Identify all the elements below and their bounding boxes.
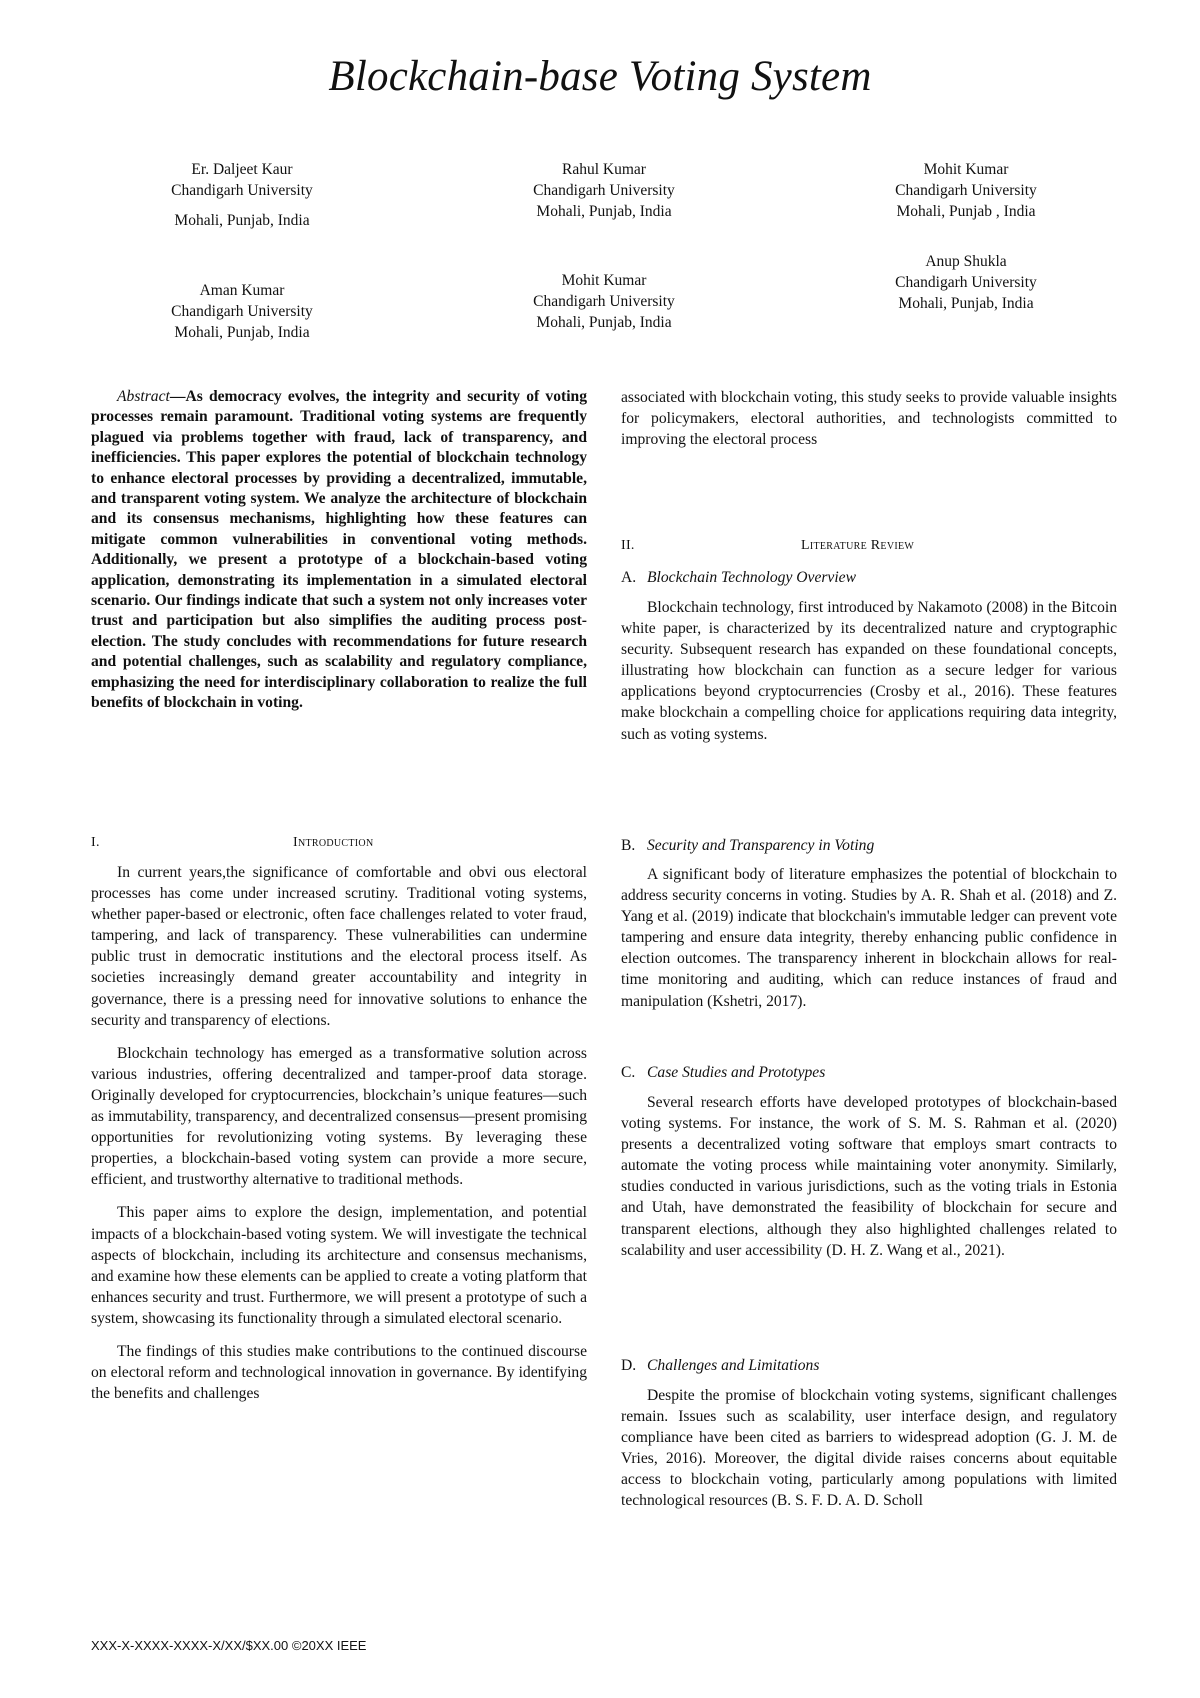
abstract-text: —As democracy evolves, the integrity and security of voting processes remain paramount. Traditional voting systems are frequently plagued via problems together with fraud, lack of transparency, and inefficiencies. This paper explores the potential of blockchain technology to enhance electoral processes by providing a decentralized, immutable, and transparent voting system. We analyze the architecture of blockchain and its consensus mechanisms, highlighting how these features can mitigate common vulnerabilities in conventional voting methods. Additionally, we present a prototype of a blockchain-based voting application, demonstrating its implementation in a simulated electoral scenario. Our findings indicate that such a system not only increases voter trust and participation but also simplifies the auditing process post-election. The study concludes with recommendations for future research and potential challenges, such as scalability and regulatory compliance, emphasizing the need for interdisciplinary collaboration to realize the full benefits of blockchain in voting. [91,388,587,712]
subsection-letter: C. [621,1064,636,1081]
introduction-continuation [621,387,1117,450]
abstract [91,387,587,714]
author-block [836,251,1096,314]
author-location: Mohali, Punjab, India [174,324,310,341]
paragraph: Several research efforts have developed prototypes of blockchain-based voting systems. For instance, the work of S. M. S. Rahman et al. (2020) presents a decentralized voting software that employs smart contracts to automate the voting process while maintaining voter anonymity. Similarly, studies conducted in various jurisdictions, such as the voting trials in Estonia and Utah, have demonstrated the feasibility of blockchain for secure and transparent elections, although they also highlighted challenges related to scalability and user accessibility (D. H. Z. Wang et al., 2021). [621,1094,1117,1259]
subsection-title: Challenges and Limitations [647,1357,820,1374]
subsection-heading [621,837,874,855]
subsection-heading [621,569,856,587]
abstract-label: Abstract [117,388,170,405]
subsection-letter: A. [621,569,637,586]
section-title: Introduction [293,835,374,850]
subsection-heading [621,1357,819,1375]
author-name: Aman Kumar [199,282,285,299]
section-number: II. [621,538,635,553]
author-location: Mohali, Punjab , India [896,203,1036,220]
author-name: Mohit Kumar [923,161,1009,178]
subsection-heading [621,1064,825,1082]
subsection-letter: B. [621,837,636,854]
paragraph: Blockchain technology has emerged as a transformative solution across various industries, offering decentralized and tamper-proof data storage. Originally developed for cryptocurrencies, blockchain’s unique features—such as immutability, transparency, and decentralized consensus—present promising opportunities for revolutionizing voting systems. By leveraging these properties, a blockchain-based voting system can provide a more secure, efficient, and trustworthy alternative to traditional methods. [91,1044,587,1189]
section-heading-introduction [91,835,587,855]
paragraph: A significant body of literature emphasizes the potential of blockchain to address security concerns in voting. Studies by A. R. Shah et al. (2018) and Z. Yang et al. (2019) indicate that blockchain's immutable ledger can prevent vote tampering and ensure data integrity, thereby enhancing public confidence in election outcomes. The transparency inherent in blockchain allows for real-time monitoring and auditing, which can reduce instances of fraud and manipulation (Kshetri, 2017). [621,866,1117,1010]
author-block [836,159,1096,222]
author-affiliation: Chandigarh University [533,182,675,199]
author-affiliation: Chandigarh University [895,274,1037,291]
subsection-title: Blockchain Technology Overview [647,569,857,586]
subsection-body [621,1385,1117,1512]
subsection-body [621,864,1117,1012]
author-block [474,159,734,222]
paragraph: In current years,the significance of comfortable and obvi ous electoral processes has come under increased scrutiny. Traditional voting systems, whether paper-based or electronic, often face challenges related to voter fraud, tampering, and lack of transparency. These vulnerabilities can undermine public trust in democratic institutions and the electoral process itself. As societies increasingly demand greater accountability and integrity in governance, there is a pressing need for innovative solutions to enhance the security and transparency of elections. [91,864,587,1029]
subsection-title: Case Studies and Prototypes [647,1064,826,1081]
section-title: Literature Review [801,538,915,553]
author-name: Er. Daljeet Kaur [191,161,293,178]
author-affiliation: Chandigarh University [171,182,313,199]
author-location: Mohali, Punjab, India [174,212,310,229]
author-name: Rahul Kumar [562,161,646,178]
author-block [112,159,372,231]
subsection-body [621,1092,1117,1261]
copyright-footer: XXX-X-XXXX-XXXX-X/XX/$XX.00 ©20XX IEEE [91,1638,367,1653]
author-affiliation: Chandigarh University [533,293,675,310]
introduction-body [91,862,587,1404]
paragraph: associated with blockchain voting, this study seeks to provide valuable insights for policymakers, electoral authorities, and technologists committed to improving the electoral process [621,389,1117,449]
paragraph: This paper aims to explore the design, implementation, and potential impacts of a blockchain-based voting system. We will investigate the technical aspects of blockchain, including its architecture and consensus mechanisms, and examine how these elements can be applied to create a voting platform that enhances security and trust. Furthermore, we will present a prototype of such a system, showcasing its functionality through a simulated electoral scenario. [91,1204,587,1327]
author-block [474,270,734,333]
paragraph: The findings of this studies make contributions to the continued discourse on electoral reform and technological innovation in governance. By identifying the benefits and challenges [91,1342,587,1403]
author-location: Mohali, Punjab, India [536,314,672,331]
subsection-letter: D. [621,1357,637,1374]
author-affiliation: Chandigarh University [895,182,1037,199]
section-heading-literature-review [621,538,1117,558]
subsection-body [621,597,1117,745]
author-location: Mohali, Punjab, India [536,203,672,220]
author-affiliation: Chandigarh University [171,303,313,320]
author-name: Mohit Kumar [561,272,647,289]
author-location: Mohali, Punjab, India [898,295,1034,312]
paragraph: Blockchain technology, first introduced by Nakamoto (2008) in the Bitcoin white paper, is characterized by its decentralized nature and cryptographic security. Subsequent research has expanded on these foundational concepts, illustrating how blockchain can function as a secure ledger for various applications beyond cryptocurrencies (Crosby et al., 2016). These features make blockchain a compelling choice for applications requiring data integrity, such as voting systems. [621,599,1117,743]
subsection-title: Security and Transparency in Voting [647,837,875,854]
author-name: Anup Shukla [925,253,1007,270]
paragraph: Despite the promise of blockchain voting systems, significant challenges remain. Issues such as scalability, user interface design, and regulatory compliance have been cited as barriers to widespread adoption (G. J. M. de Vries, 2016). Moreover, the digital divide raises concerns about equitable access to blockchain voting, particularly among populations with limited technological resources (B. S. F. D. A. D. Scholl [621,1387,1117,1510]
section-number: I. [91,835,100,850]
author-block [112,280,372,343]
paper-title: Blockchain-base Voting System [328,53,872,100]
